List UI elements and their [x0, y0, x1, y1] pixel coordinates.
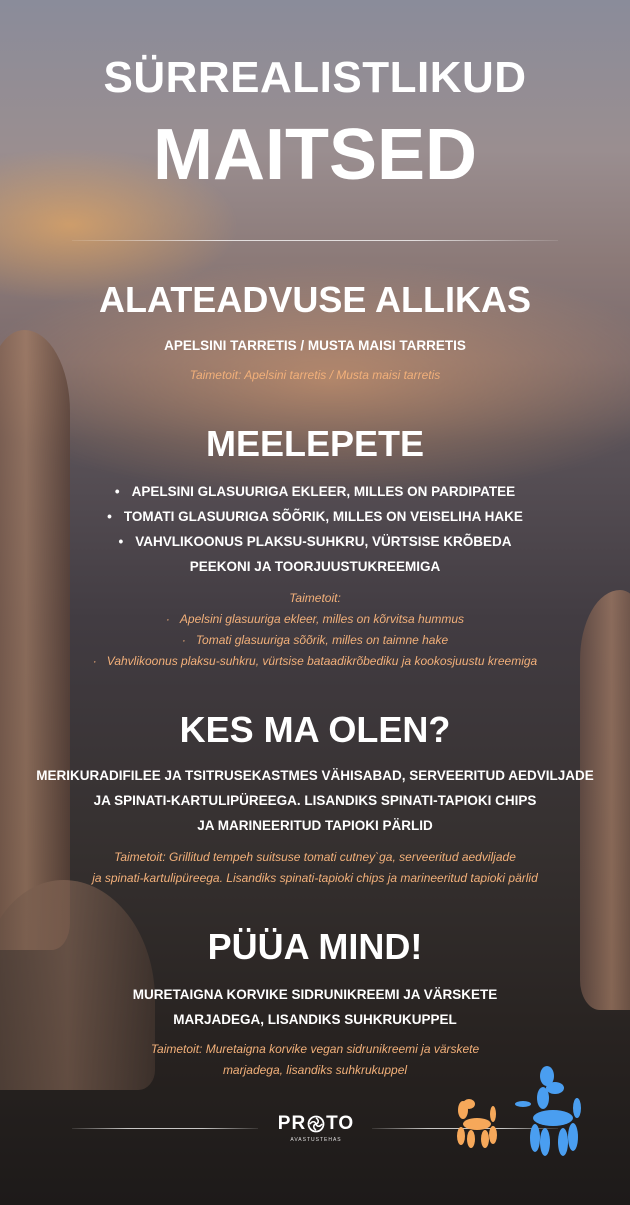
poster-title-line1: SÜRREALISTLIKUD: [103, 53, 527, 102]
veg-line: · Apelsini glasuuriga ekleer, milles on kõrvitsa hummus: [20, 609, 610, 630]
dish-line: PEEKONI JA TOORJUUSTUKREEMIGA: [189, 559, 441, 574]
proto-logo: [276, 1112, 356, 1156]
veg-line: Taimetoit: Apelsini tarretis / Musta maisi tarretis: [189, 368, 441, 382]
vegetarian-option: [20, 847, 610, 889]
logo-text-left: PR: [277, 1113, 307, 1134]
vegetarian-option: [20, 365, 610, 386]
dish-line: JA SPINATI-KARTULIPÜREEGA. LISANDIKS SPINATI-TAPIOKI CHIPS: [93, 793, 537, 808]
dish-line: • VAHVLIKOONUS PLAKSU-SUHKRU, VÜRTSISE KRÕBEDA: [20, 529, 610, 554]
orange-balloon-dog-icon: [457, 1099, 497, 1148]
veg-line: · Tomati glasuuriga sõõrik, milles on taimne hake: [20, 630, 610, 651]
dish-line: • TOMATI GLASUURIGA SÕÕRIK, MILLES ON VEISELIHA HAKE: [20, 504, 610, 529]
logo-wordmark: [278, 1112, 354, 1136]
vegetarian-option: [20, 588, 610, 672]
section-title: PÜÜA MIND!: [207, 926, 423, 967]
dish-line: APELSINI TARRETIS / MUSTA MAISI TARRETIS: [164, 338, 466, 353]
poster-title-line2: MAITSED: [153, 115, 477, 195]
dish-line: JA MARINEERITUD TAPIOKI PÄRLID: [197, 818, 433, 833]
footer-divider-left: [72, 1128, 258, 1129]
section-title: MEELEPETE: [205, 423, 425, 464]
section-title: ALATEADVUSE ALLIKAS: [99, 279, 531, 320]
veg-line: · Vahvlikoonus plaksu-suhkru, vürtsise bataadikrõbediku ja kookosjuustu kreemiga: [20, 651, 610, 672]
logo-spiral-icon: [306, 1114, 326, 1134]
veg-line: marjadega, lisandiks suhkrukuppel: [222, 1063, 408, 1077]
veg-line: ja spinati-kartulipüreega. Lisandiks spinati-tapioki chips ja marineeritud tapioki pärlid: [92, 871, 538, 885]
dish-description: [20, 763, 610, 838]
veg-line: Taimetoit: Grillitud tempeh suitsuse tomati cutney`ga, serveeritud aedviljade: [114, 850, 516, 864]
dish-line: • APELSINI GLASUURIGA EKLEER, MILLES ON PARDIPATEE: [20, 479, 610, 504]
dish-description: [20, 333, 610, 358]
logo-text-right: TO: [326, 1113, 355, 1134]
logo-tagline: AVASTUSTEHAS: [290, 1137, 342, 1143]
dish-line: MERIKURADIFILEE JA TSITRUSEKASTMES VÄHISABAD, SERVEERITUD AEDVILJADE: [36, 768, 594, 783]
dish-line: MARJADEGA, LISANDIKS SUHKRUKUPPEL: [173, 1012, 457, 1027]
header-divider: [72, 240, 558, 241]
dish-description: [20, 479, 610, 579]
veg-label: Taimetoit:: [289, 591, 341, 605]
balloon-dogs-illustration: [445, 1062, 595, 1162]
veg-line: Taimetoit: Muretaigna korvike vegan sidrunikreemi ja värskete: [150, 1042, 480, 1056]
dish-description: [20, 982, 610, 1032]
dish-line: MURETAIGNA KORVIKE SIDRUNIKREEMI JA VÄRSKETE: [132, 987, 498, 1002]
blue-balloon-dog-icon: [515, 1066, 581, 1156]
section-title: KES MA OLEN?: [179, 709, 451, 750]
